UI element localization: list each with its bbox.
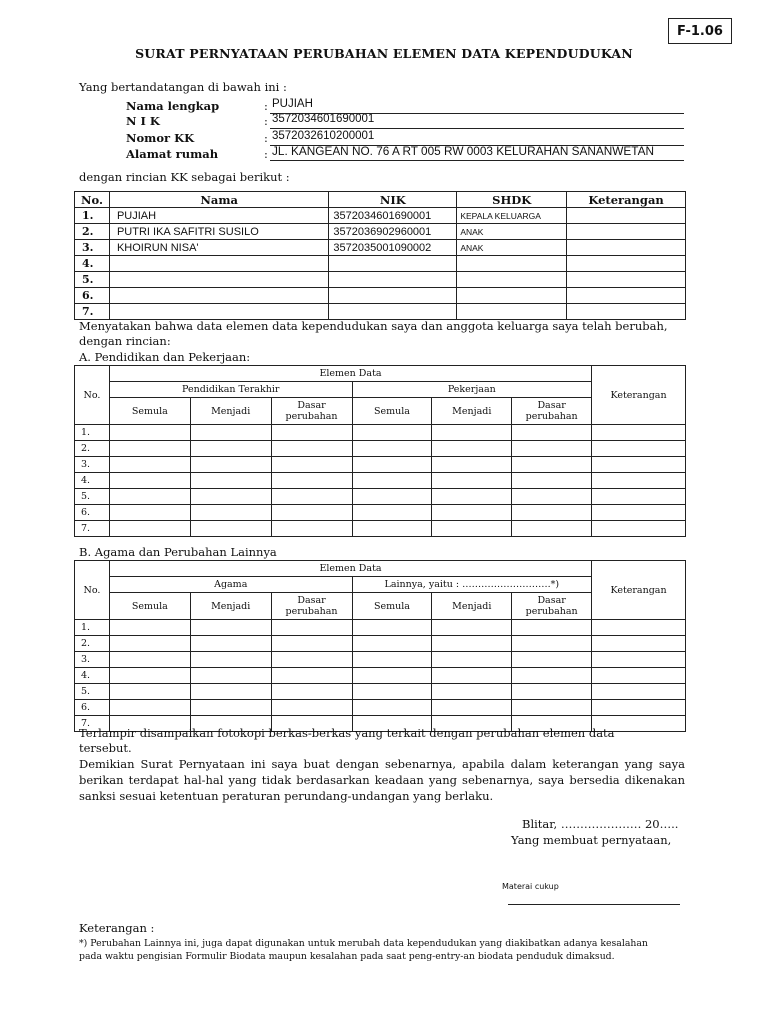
cell[interactable] [352,684,432,700]
row-no: 5. [75,684,110,700]
cell[interactable] [432,441,512,457]
table-row [75,272,686,288]
header-menjadi: Menjadi [432,398,512,425]
cell[interactable] [190,668,271,684]
statement-line-2: dengan rincian: [79,334,171,348]
row-no: 2. [75,636,110,652]
row-nik[interactable] [329,256,457,272]
row-no: 3. [75,457,110,473]
value-nama[interactable]: PUJIAH [272,98,313,110]
cell[interactable] [592,521,686,537]
label-nik: N I K [126,114,160,128]
row-nik[interactable]: 3572034601690001 [329,208,457,224]
materai-label: Materai cukup [502,882,559,891]
cell[interactable] [352,652,432,668]
cell[interactable] [271,668,352,684]
cell[interactable] [432,425,512,441]
cell[interactable] [109,489,190,505]
row-no: 4. [75,668,110,684]
row-no: 7. [75,716,110,732]
cell[interactable] [271,636,352,652]
cell[interactable] [432,684,512,700]
header-nik: NIK [329,192,457,208]
fill-line [270,128,684,129]
row-keterangan[interactable] [567,224,686,240]
row-shdk[interactable] [457,272,567,288]
colon: : [264,114,268,128]
row-shdk[interactable]: KEPALA KELUARGA [457,208,567,224]
cell[interactable] [271,489,352,505]
row-no: 1. [75,208,110,224]
cell[interactable] [432,505,512,521]
header-keterangan: Keterangan [592,366,686,425]
cell[interactable] [592,489,686,505]
row-keterangan[interactable] [567,304,686,320]
header-keterangan: Keterangan [592,561,686,620]
row-keterangan[interactable] [567,208,686,224]
table-row [75,636,686,652]
place-date[interactable]: Blitar, ………………… 20….. [522,817,679,831]
table-row [75,700,686,716]
declaration-paragraph: Demikian Surat Pernyataan ini saya buat dengan sebenarnya, apabila dalam keterangan yang saya berikan terdapat hal-hal yang tidak berdasarkan keadaan yang sebenarnya, saya bersedia dikenakan sanksi sesuai ketentuan peraturan perundang-undangan yang berlaku. [79,757,685,803]
cell[interactable] [190,473,271,489]
cell[interactable] [592,636,686,652]
cell[interactable] [109,668,190,684]
header-no: No. [75,366,110,425]
cell[interactable] [271,652,352,668]
table-row [75,441,686,457]
row-no: 2. [75,224,110,240]
cell[interactable] [109,441,190,457]
cell[interactable] [592,652,686,668]
cell[interactable] [271,425,352,441]
row-shdk[interactable] [457,256,567,272]
row-no: 6. [75,505,110,521]
header-semula: Semula [109,398,190,425]
table-row [75,620,686,636]
cell[interactable] [512,457,592,473]
row-shdk[interactable] [457,304,567,320]
header-menjadi: Menjadi [432,593,512,620]
header-nama: Nama [109,192,328,208]
header-semula: Semula [109,593,190,620]
value-nik[interactable]: 3572034601690001 [272,113,375,125]
header-pekerjaan: Pekerjaan [352,382,592,398]
cell[interactable] [512,473,592,489]
header-pendidikan: Pendidikan Terakhir [109,382,352,398]
cell[interactable] [109,425,190,441]
cell[interactable] [109,473,190,489]
row-keterangan[interactable] [567,272,686,288]
row-keterangan[interactable] [567,288,686,304]
header-dasar-perubahan: Dasar perubahan [512,593,592,620]
label-nama: Nama lengkap [126,99,220,113]
colon: : [264,99,268,113]
cell[interactable] [352,620,432,636]
table-row [75,224,686,240]
row-nik[interactable]: 3572035001090002 [329,240,457,256]
fill-line [270,160,684,161]
row-nama[interactable] [109,304,328,320]
cell[interactable] [109,521,190,537]
row-nik[interactable] [329,288,457,304]
cell[interactable] [352,425,432,441]
notes-line-1: *) Perubahan Lainnya ini, juga dapat digunakan untuk merubah data kependudukan yang diakibatkan adanya kesalahan [79,938,648,949]
section-b-heading: B. Agama dan Perubahan Lainnya [79,545,277,559]
cell[interactable] [190,425,271,441]
row-nama[interactable] [109,288,328,304]
row-shdk[interactable]: ANAK [457,240,567,256]
cell[interactable] [512,636,592,652]
row-shdk[interactable]: ANAK [457,224,567,240]
table-row [75,521,686,537]
kk-intro: dengan rincian KK sebagai berikut : [79,170,290,184]
row-no: 5. [75,272,110,288]
cell[interactable] [512,684,592,700]
row-no: 6. [75,288,110,304]
cell[interactable] [271,684,352,700]
row-no: 6. [75,700,110,716]
cell[interactable] [352,521,432,537]
label-nomor-kk: Nomor KK [126,131,195,145]
cell[interactable] [592,457,686,473]
header-shdk: SHDK [457,192,567,208]
cell[interactable] [512,668,592,684]
cell[interactable] [190,441,271,457]
notes-heading: Keterangan : [79,921,155,935]
colon: : [264,147,268,161]
cell[interactable] [109,620,190,636]
table-row [75,473,686,489]
cell[interactable] [352,668,432,684]
cell[interactable] [109,684,190,700]
cell[interactable] [432,473,512,489]
cell[interactable] [512,620,592,636]
label-alamat: Alamat rumah [126,147,219,161]
fill-line [270,113,684,114]
row-no: 5. [75,489,110,505]
table-row [75,489,686,505]
header-no: No. [75,561,110,620]
form-code-box: F-1.06 [668,18,732,44]
cell[interactable] [592,473,686,489]
cell[interactable] [512,425,592,441]
cell[interactable] [109,700,190,716]
cell[interactable] [190,684,271,700]
table-row [75,304,686,320]
cell[interactable] [432,489,512,505]
row-nik[interactable] [329,304,457,320]
cell[interactable] [271,620,352,636]
table-row [75,240,686,256]
table-row [75,425,686,441]
row-nik[interactable]: 3572036902960001 [329,224,457,240]
header-dasar-perubahan: Dasar perubahan [271,398,352,425]
cell[interactable] [512,521,592,537]
signer-label: Yang membuat pernyataan, [511,833,672,847]
cell[interactable] [512,505,592,521]
cell[interactable] [271,505,352,521]
cell[interactable] [190,700,271,716]
table-row [75,505,686,521]
cell[interactable] [190,620,271,636]
cell[interactable] [592,441,686,457]
cell[interactable] [190,489,271,505]
table-row [75,256,686,272]
cell[interactable] [592,700,686,716]
cell[interactable] [592,425,686,441]
cell[interactable] [592,505,686,521]
cell[interactable] [190,636,271,652]
cell[interactable] [352,441,432,457]
cell[interactable] [352,505,432,521]
cell[interactable] [109,457,190,473]
cell[interactable] [271,473,352,489]
cell[interactable] [271,441,352,457]
header-menjadi: Menjadi [190,593,271,620]
notes-line-2: pada waktu pengisian Formulir Biodata maupun kesalahan pada saat peng-entry-an biodata penduduk dimaksud. [79,951,615,962]
kk-table [74,191,686,320]
table-row [75,652,686,668]
cell[interactable] [352,473,432,489]
cell[interactable] [432,636,512,652]
cell[interactable] [109,636,190,652]
row-no: 2. [75,441,110,457]
header-elemen-data: Elemen Data [109,366,591,382]
row-no: 4. [75,473,110,489]
section-a-table [74,365,686,537]
cell[interactable] [190,457,271,473]
fill-line [270,145,684,146]
cell[interactable] [592,668,686,684]
row-no: 4. [75,256,110,272]
cell[interactable] [592,684,686,700]
row-nama[interactable] [109,272,328,288]
document-title: SURAT PERNYATAAN PERUBAHAN ELEMEN DATA KEPENDUDUKAN [135,46,633,61]
row-keterangan[interactable] [567,240,686,256]
cell[interactable] [271,521,352,537]
cell[interactable] [271,457,352,473]
attachment-line-1: Terlampir disampaikan fotokopi berkas-berkas yang terkait dengan perubahan elemen data [79,726,615,740]
intro-text: Yang bertandatangan di bawah ini : [79,80,287,94]
cell[interactable] [512,441,592,457]
cell[interactable] [271,700,352,716]
cell[interactable] [512,700,592,716]
row-no: 3. [75,240,110,256]
statement-line-1: Menyatakan bahwa data elemen data kependudukan saya dan anggota keluarga saya telah berubah, [79,319,668,333]
cell[interactable] [592,620,686,636]
cell[interactable] [352,457,432,473]
row-no: 7. [75,521,110,537]
row-nama[interactable]: KHOIRUN NISA' [109,240,328,256]
attachment-line-2: tersebut. [79,741,132,755]
cell[interactable] [432,668,512,684]
cell[interactable] [432,700,512,716]
cell[interactable] [352,636,432,652]
cell[interactable] [109,652,190,668]
header-no: No. [75,192,110,208]
section-a-heading: A. Pendidikan dan Pekerjaan: [79,350,251,364]
table-row [75,208,686,224]
colon: : [264,131,268,145]
value-alamat[interactable]: JL. KANGEAN NO. 76 A RT 005 RW 0003 KELURAHAN SANANWETAN [272,144,655,158]
header-keterangan: Keterangan [567,192,686,208]
header-dasar-perubahan: Dasar perubahan [512,398,592,425]
cell[interactable] [432,620,512,636]
cell[interactable] [512,489,592,505]
cell[interactable] [190,505,271,521]
row-no: 7. [75,304,110,320]
value-nomor-kk[interactable]: 3572032610200001 [272,130,375,142]
row-no: 1. [75,620,110,636]
row-no: 3. [75,652,110,668]
cell[interactable] [432,457,512,473]
cell[interactable] [190,521,271,537]
signature-line[interactable] [508,904,680,905]
cell[interactable] [352,489,432,505]
header-menjadi: Menjadi [190,398,271,425]
cell[interactable] [190,652,271,668]
table-row [75,288,686,304]
cell[interactable] [109,505,190,521]
table-row [75,668,686,684]
cell[interactable] [512,652,592,668]
row-shdk[interactable] [457,288,567,304]
row-nik[interactable] [329,272,457,288]
cell[interactable] [432,652,512,668]
table-row [75,457,686,473]
header-lainnya: Lainnya, yaitu : ……………………….*) [352,577,592,593]
cell[interactable] [432,521,512,537]
row-nama[interactable] [109,256,328,272]
header-dasar-perubahan: Dasar perubahan [271,593,352,620]
section-b-table [74,560,686,732]
header-elemen-data: Elemen Data [109,561,591,577]
row-nama[interactable]: PUTRI IKA SAFITRI SUSILO [109,224,328,240]
table-row [75,684,686,700]
row-nama[interactable]: PUJIAH [109,208,328,224]
row-keterangan[interactable] [567,256,686,272]
header-semula: Semula [352,398,432,425]
row-no: 1. [75,425,110,441]
header-semula: Semula [352,593,432,620]
kk-header-row [75,192,686,208]
cell[interactable] [352,700,432,716]
header-agama: Agama [109,577,352,593]
